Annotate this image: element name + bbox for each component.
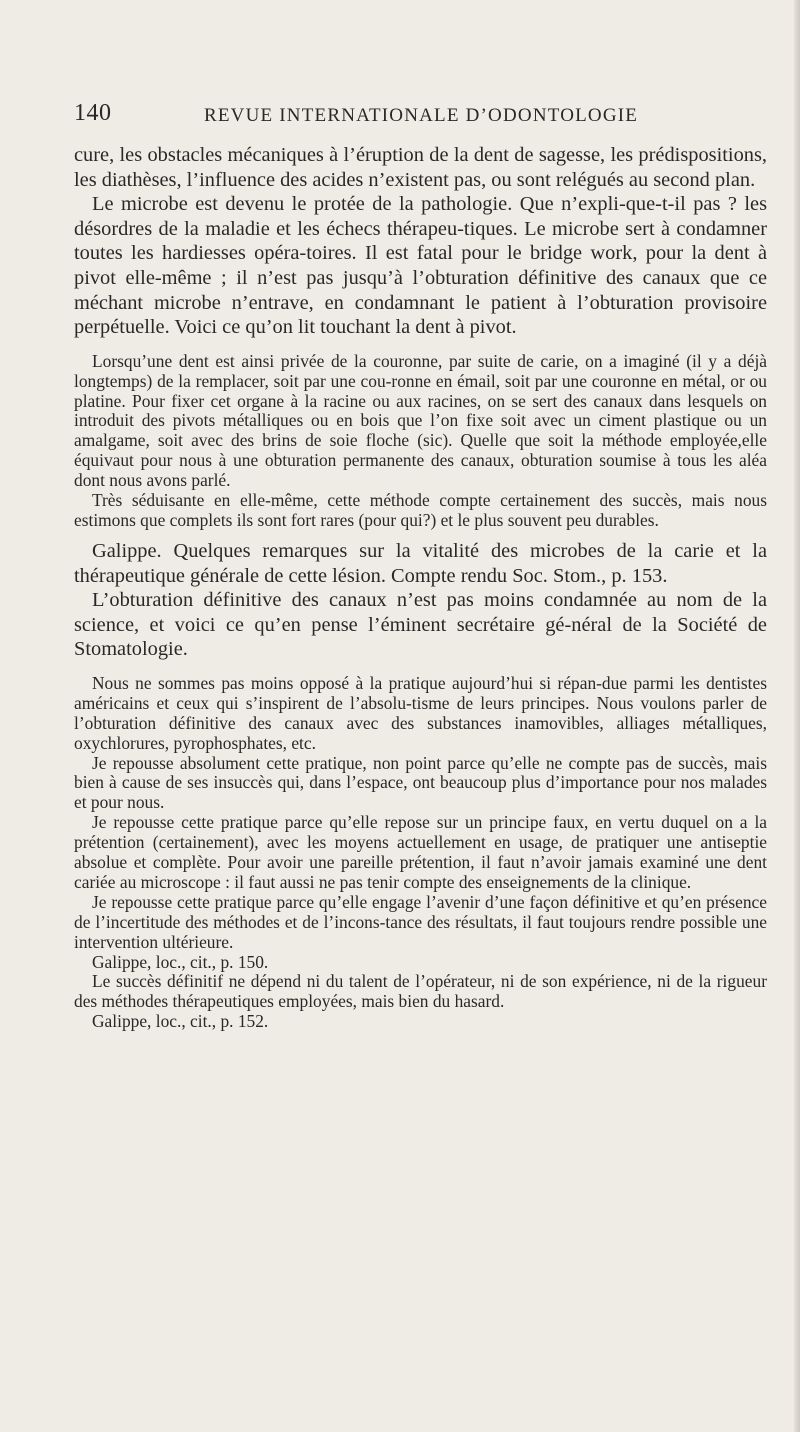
quote-paragraph-3: Nous ne sommes pas moins opposé à la pratique aujourd’hui si répan-due parmi les dentistes américains et ceux qui s’inspirent de l’absolu-tisme de leurs principes. Nous voulons parler de l’obturation définitive des canaux avec des substances inamovibles, alliages métalliques, oxychlorures, pyrophosphates, etc. — [74, 672, 767, 753]
page-number: 140 — [74, 100, 112, 126]
quote-paragraph-1: Lorsqu’une dent est ainsi privée de la couronne, par suite de carie, on a imaginé (il y a déjà longtemps) de la remplacer, soit par une cou-ronne en émail, soit par une couronne en métal, or ou platine. Pour fixer cet organe à la racine ou aux racines, on se sert des canaux dans lesquels on introduit des pivots métalliques ou en bois que l’on fixe soit avec un ciment plastique ou un amalgame, soit avec des brins de soie floche (sic). Quelle que soit la méthode employée,elle équivaut pour nous à une obturation permanente des canaux, obturation soumise à tous les aléa dont nous avons parlé. — [74, 350, 767, 491]
citation-galippe-150: Galippe, loc., cit., p. 150. — [92, 951, 269, 972]
quote-paragraph-2: Très séduisante en elle-même, cette méthode compte certainement des succès, mais nous estimons que complets ils sont fort rares (pour qui?) et le plus souvent peu durables. — [74, 490, 767, 530]
quote-paragraph-6: Je repousse cette pratique parce qu’elle engage l’avenir d’une façon définitive et qu’en présence de l’incertitude des méthodes et de l’incons-tance des résultats, il faut toujours rendre possible une intervention ultérieure. — [74, 891, 767, 952]
body-paragraph-3: L’obturation définitive des canaux n’est pas moins condamnée au nom de la science, et voici ce qu’en pense l’éminent secrétaire gé-néral de la Société de Stomatologie. — [74, 589, 767, 661]
page-body — [74, 143, 767, 1032]
page-edge-shadow — [794, 0, 800, 1432]
quote-paragraph-4: Je repousse absolument cette pratique, non point parce qu’elle ne compte pas de succès, mais bien à cause de ses insuccès qui, dans l’espace, ont beaucoup plus d’importance pour nos malades et pour nous. — [74, 752, 767, 813]
citation-galippe-153: Galippe. Quelques remarques sur la vitalité des microbes de la carie et la thérapeutique générale de cette lésion. Compte rendu Soc. Stom., p. 153. — [74, 539, 767, 587]
body-paragraph-2: Le microbe est devenu le protée de la pathologie. Que n’expli-que-t-il pas ? les désordres de la maladie et les échecs thérapeu-tiques. Le microbe sert à condamner toutes les hardiesses opéra-toires. Il est fatal pour le bridge work, pour la dent à pivot elle-même ; il n’est pas jusqu’à l’obturation définitive des canaux que ce méchant microbe n’entrave, en condamnant le patient à l’obturation provisoire perpétuelle. Voici ce qu’on lit touchant la dent à pivot. — [74, 193, 767, 339]
page-header — [74, 100, 734, 130]
quote-paragraph-7: Le succès définitif ne dépend ni du talent de l’opérateur, ni de son expérience, ni de la rigueur des méthodes thérapeutiques employées, mais bien du hasard. — [74, 971, 767, 1012]
citation-galippe-152: Galippe, loc., cit., p. 152. — [92, 1011, 269, 1032]
body-paragraph-1: cure, les obstacles mécaniques à l’éruption de la dent de sagesse, les prédispositions, les diathèses, l’influence des acides n’existent pas, ou sont relégués au second plan. — [74, 144, 767, 191]
running-title: REVUE INTERNATIONALE D’ODONTOLOGIE — [204, 105, 639, 126]
quote-paragraph-5: Je repousse cette pratique parce qu’elle repose sur un principe faux, en vertu duquel on a la prétention (certainement), avec les moyens actuellement en usage, de pratiquer une antiseptie absolue et complète. Pour avoir une pareille prétention, il faut n’avoir jamais examiné une dent cariée au microscope : il faut aussi ne pas tenir compte des enseignements de la clinique. — [74, 812, 767, 892]
